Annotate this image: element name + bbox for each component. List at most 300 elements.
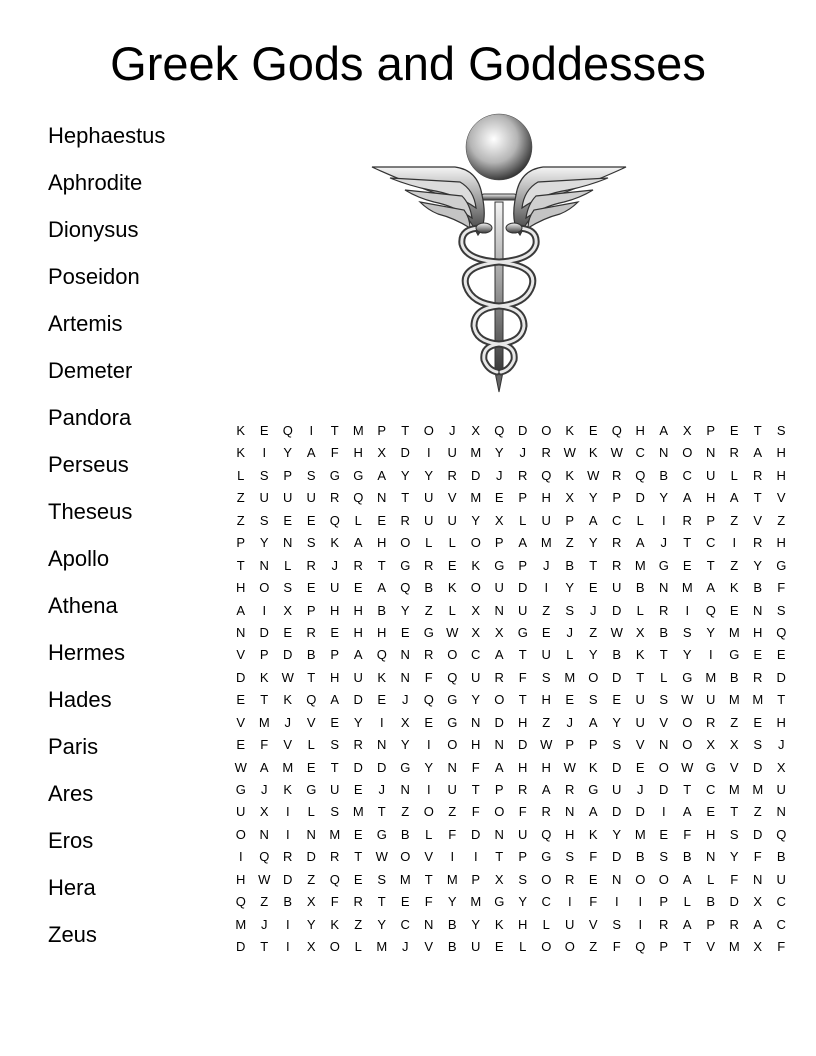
- grid-cell: Q: [447, 669, 458, 685]
- grid-cell: B: [659, 624, 669, 640]
- grid-cell: H: [330, 669, 340, 685]
- grid-row: [229, 555, 793, 577]
- grid-cell: L: [354, 512, 362, 528]
- grid-cell: E: [541, 624, 551, 640]
- grid-cell: T: [354, 849, 363, 865]
- grid-cell: I: [708, 647, 713, 663]
- grid-cell: P: [259, 647, 269, 663]
- grid-cell: C: [706, 535, 716, 551]
- grid-cell: S: [283, 580, 293, 596]
- grid-cell: D: [612, 602, 622, 618]
- grid-cell: Q: [541, 467, 552, 483]
- grid-cell: O: [541, 871, 552, 887]
- grid-cell: O: [682, 445, 693, 461]
- grid-cell: O: [400, 849, 411, 865]
- word-list-item: Dionysus: [48, 217, 139, 242]
- grid-cell: Z: [260, 894, 269, 910]
- grid-cell: C: [776, 916, 786, 932]
- grid-cell: T: [377, 804, 386, 820]
- grid-cell: M: [681, 580, 693, 596]
- grid-cell: V: [729, 759, 739, 775]
- grid-cell: G: [541, 849, 552, 865]
- grid-cell: X: [471, 423, 481, 438]
- grid-cell: M: [705, 669, 717, 685]
- grid-cell: M: [352, 423, 364, 438]
- grid-cell: S: [330, 804, 340, 820]
- grid-cell: I: [426, 445, 431, 461]
- grid-cell: P: [236, 535, 246, 551]
- grid-row: [229, 667, 793, 689]
- grid-cell: V: [776, 490, 786, 506]
- grid-cell: B: [447, 916, 457, 932]
- grid-row: [229, 734, 793, 756]
- grid-cell: W: [563, 759, 576, 775]
- grid-cell: J: [402, 939, 409, 955]
- grid-cell: O: [259, 580, 270, 596]
- grid-cell: X: [283, 602, 293, 618]
- grid-cell: T: [330, 759, 339, 775]
- grid-cell: N: [236, 624, 246, 640]
- grid-cell: C: [635, 445, 645, 461]
- grid-cell: U: [471, 669, 481, 685]
- grid-cell: D: [400, 445, 410, 461]
- grid-cell: P: [494, 535, 504, 551]
- grid-cell: E: [236, 692, 246, 708]
- grid-cell: K: [494, 916, 504, 932]
- grid-cell: T: [377, 894, 386, 910]
- grid-cell: L: [636, 602, 644, 618]
- grid-cell: R: [612, 467, 622, 483]
- grid-cell: W: [563, 445, 576, 461]
- word-list-item: Hera: [48, 875, 96, 900]
- grid-cell: Y: [283, 445, 293, 461]
- grid-cell: E: [377, 692, 387, 708]
- grid-cell: K: [447, 580, 457, 596]
- grid-cell: B: [729, 669, 739, 685]
- grid-cell: X: [753, 939, 763, 955]
- grid-cell: F: [777, 580, 786, 596]
- grid-row: [229, 420, 793, 442]
- grid-cell: W: [446, 624, 459, 640]
- grid-cell: K: [588, 826, 598, 842]
- grid-cell: P: [283, 467, 293, 483]
- grid-cell: T: [401, 490, 410, 506]
- grid-cell: X: [471, 602, 481, 618]
- grid-cell: C: [471, 647, 481, 663]
- word-list-item: Poseidon: [48, 264, 140, 289]
- grid-cell: Y: [400, 467, 410, 483]
- grid-cell: S: [776, 602, 786, 618]
- grid-cell: G: [306, 782, 317, 797]
- grid-cell: G: [400, 557, 411, 573]
- grid-cell: L: [683, 894, 691, 910]
- grid-cell: U: [518, 602, 528, 618]
- grid-cell: M: [282, 759, 294, 775]
- grid-cell: B: [659, 467, 669, 483]
- word-list-item: Ares: [48, 781, 94, 806]
- grid-row: [229, 510, 793, 532]
- grid-cell: U: [706, 467, 716, 483]
- grid-cell: R: [518, 782, 528, 797]
- grid-cell: S: [612, 916, 622, 932]
- grid-cell: M: [540, 535, 552, 551]
- grid-cell: O: [682, 714, 693, 730]
- grid-cell: H: [541, 490, 551, 506]
- grid-cell: T: [730, 804, 739, 820]
- grid-cell: P: [659, 894, 669, 910]
- grid-cell: O: [447, 647, 458, 663]
- grid-cell: Y: [377, 916, 387, 932]
- grid-cell: L: [542, 916, 550, 932]
- grid-cell: X: [306, 939, 316, 955]
- grid-cell: B: [400, 826, 410, 842]
- grid-cell: Y: [612, 826, 622, 842]
- grid-cell: D: [635, 490, 645, 506]
- grid-cell: B: [776, 849, 786, 865]
- grid-cell: R: [612, 557, 622, 573]
- grid-cell: I: [732, 535, 737, 551]
- grid-cell: U: [236, 804, 246, 820]
- grid-cell: Q: [353, 490, 364, 506]
- grid-cell: K: [588, 759, 598, 775]
- grid-cell: J: [284, 714, 291, 730]
- grid-cell: Q: [635, 939, 646, 955]
- grid-cell: E: [306, 512, 316, 528]
- grid-cell: R: [283, 849, 293, 865]
- caduceus-icon: [370, 110, 630, 395]
- grid-row: [229, 577, 793, 599]
- grid-cell: C: [612, 512, 622, 528]
- grid-row: [229, 644, 793, 666]
- grid-cell: H: [353, 602, 363, 618]
- grid-cell: U: [635, 714, 645, 730]
- grid-cell: E: [635, 759, 645, 775]
- grid-cell: Y: [706, 624, 716, 640]
- grid-row: [229, 757, 793, 779]
- grid-cell: Y: [588, 490, 598, 506]
- word-list-item: Paris: [48, 734, 99, 759]
- grid-cell: A: [541, 782, 551, 797]
- grid-cell: D: [236, 939, 246, 955]
- grid-cell: E: [330, 624, 340, 640]
- grid-cell: O: [541, 939, 552, 955]
- grid-cell: J: [566, 714, 573, 730]
- grid-cell: E: [729, 602, 739, 618]
- grid-cell: P: [706, 512, 716, 528]
- grid-cell: D: [471, 826, 481, 842]
- grid-row: [229, 824, 793, 846]
- grid-cell: H: [565, 826, 575, 842]
- grid-cell: F: [471, 759, 480, 775]
- grid-cell: M: [728, 692, 740, 708]
- grid-cell: A: [635, 535, 645, 551]
- grid-cell: X: [259, 804, 269, 820]
- grid-cell: X: [494, 624, 504, 640]
- grid-cell: G: [329, 467, 340, 483]
- grid-cell: Z: [589, 939, 598, 955]
- grid-cell: N: [283, 535, 293, 551]
- grid-cell: K: [283, 692, 293, 708]
- grid-cell: A: [236, 602, 246, 618]
- grid-cell: S: [565, 849, 575, 865]
- grid-cell: J: [519, 445, 526, 461]
- grid-cell: Y: [471, 512, 481, 528]
- grid-cell: S: [377, 871, 387, 887]
- grid-cell: Z: [542, 714, 551, 730]
- grid-cell: P: [612, 490, 622, 506]
- grid-cell: E: [706, 804, 716, 820]
- grid-cell: V: [306, 714, 316, 730]
- grid-cell: E: [776, 647, 786, 663]
- grid-cell: O: [423, 423, 434, 438]
- grid-cell: H: [518, 916, 528, 932]
- grid-cell: R: [447, 467, 457, 483]
- grid-cell: E: [659, 826, 669, 842]
- grid-cell: L: [307, 737, 315, 753]
- grid-cell: K: [588, 445, 598, 461]
- grid-cell: H: [471, 737, 481, 753]
- grid-cell: E: [377, 512, 387, 528]
- grid-cell: M: [470, 445, 482, 461]
- grid-cell: T: [236, 557, 245, 573]
- grid-cell: N: [753, 602, 763, 618]
- grid-cell: H: [753, 624, 763, 640]
- grid-cell: E: [400, 894, 410, 910]
- grid-cell: M: [376, 939, 388, 955]
- grid-cell: I: [285, 826, 290, 842]
- grid-cell: Y: [494, 445, 504, 461]
- grid-cell: R: [330, 849, 340, 865]
- grid-cell: E: [447, 557, 457, 573]
- grid-cell: T: [777, 692, 786, 708]
- grid-cell: U: [424, 490, 434, 506]
- grid-cell: S: [259, 467, 269, 483]
- grid-cell: E: [353, 871, 363, 887]
- grid-cell: W: [610, 445, 623, 461]
- grid-row: [229, 487, 793, 509]
- grid-cell: J: [590, 602, 597, 618]
- grid-row: [229, 532, 793, 554]
- grid-cell: N: [706, 849, 716, 865]
- grid-cell: Z: [424, 602, 433, 618]
- grid-cell: I: [614, 894, 619, 910]
- grid-cell: E: [588, 580, 598, 596]
- grid-cell: L: [448, 602, 456, 618]
- grid-cell: Q: [329, 871, 340, 887]
- grid-cell: Y: [588, 647, 598, 663]
- grid-cell: J: [496, 467, 503, 483]
- grid-cell: K: [635, 647, 645, 663]
- grid-cell: J: [566, 624, 573, 640]
- grid-cell: M: [752, 692, 764, 708]
- grid-cell: V: [424, 849, 434, 865]
- grid-cell: Y: [471, 692, 481, 708]
- grid-cell: S: [659, 849, 669, 865]
- grid-cell: O: [658, 759, 669, 775]
- grid-cell: S: [565, 602, 575, 618]
- grid-cell: J: [778, 737, 785, 753]
- grid-cell: J: [261, 782, 268, 797]
- grid-cell: J: [378, 782, 385, 797]
- grid-cell: H: [776, 714, 786, 730]
- grid-cell: U: [612, 782, 622, 797]
- grid-cell: U: [259, 490, 269, 506]
- grid-cell: B: [283, 894, 293, 910]
- grid-cell: D: [353, 692, 363, 708]
- grid-cell: X: [471, 624, 481, 640]
- grid-row: [229, 622, 793, 644]
- grid-cell: T: [260, 939, 269, 955]
- grid-cell: V: [635, 737, 645, 753]
- grid-cell: I: [426, 782, 431, 797]
- grid-cell: U: [541, 647, 551, 663]
- grid-cell: W: [375, 849, 388, 865]
- grid-cell: O: [494, 692, 505, 708]
- grid-cell: O: [635, 871, 646, 887]
- grid-cell: Q: [376, 647, 387, 663]
- grid-cell: O: [470, 535, 481, 551]
- grid-cell: Q: [329, 512, 340, 528]
- grid-row: [229, 689, 793, 711]
- grid-cell: C: [400, 916, 410, 932]
- grid-cell: A: [682, 804, 692, 820]
- grid-cell: U: [283, 490, 293, 506]
- grid-cell: C: [776, 894, 786, 910]
- grid-cell: H: [330, 602, 340, 618]
- grid-cell: R: [612, 535, 622, 551]
- grid-cell: L: [519, 939, 527, 955]
- grid-cell: N: [494, 602, 504, 618]
- grid-cell: Z: [730, 714, 739, 730]
- grid-cell: V: [236, 647, 246, 663]
- grid-cell: E: [424, 714, 434, 730]
- grid-cell: Y: [424, 759, 434, 775]
- grid-cell: Z: [236, 490, 245, 506]
- grid-row: [229, 465, 793, 487]
- grid-cell: F: [330, 894, 339, 910]
- grid-cell: P: [565, 737, 575, 753]
- grid-cell: M: [470, 490, 482, 506]
- grid-cell: Z: [307, 871, 316, 887]
- grid-cell: Z: [354, 916, 363, 932]
- grid-cell: F: [330, 445, 339, 461]
- grid-cell: Y: [518, 894, 528, 910]
- grid-cell: J: [660, 535, 667, 551]
- grid-cell: S: [612, 737, 622, 753]
- grid-cell: D: [306, 849, 316, 865]
- grid-cell: R: [306, 557, 316, 573]
- grid-cell: S: [682, 624, 692, 640]
- grid-cell: S: [306, 535, 316, 551]
- grid-cell: V: [236, 714, 246, 730]
- grid-cell: G: [494, 894, 505, 910]
- grid-cell: U: [447, 782, 457, 797]
- grid-row: [229, 600, 793, 622]
- grid-cell: V: [447, 490, 457, 506]
- grid-cell: X: [776, 759, 786, 775]
- grid-cell: M: [235, 916, 247, 932]
- word-list-item: Theseus: [48, 499, 133, 524]
- grid-cell: Q: [705, 602, 716, 618]
- grid-cell: X: [306, 894, 316, 910]
- grid-cell: E: [588, 423, 598, 438]
- grid-cell: R: [753, 467, 763, 483]
- grid-cell: U: [565, 916, 575, 932]
- grid-cell: E: [753, 714, 763, 730]
- grid-cell: A: [377, 580, 387, 596]
- grid-cell: X: [682, 423, 692, 438]
- grid-cell: N: [447, 759, 457, 775]
- grid-cell: N: [377, 490, 387, 506]
- grid-cell: R: [353, 557, 363, 573]
- grid-cell: N: [400, 669, 410, 685]
- grid-cell: I: [262, 445, 267, 461]
- grid-cell: A: [377, 467, 387, 483]
- grid-cell: W: [540, 737, 553, 753]
- grid-cell: N: [259, 826, 269, 842]
- grid-cell: I: [544, 580, 549, 596]
- grid-cell: R: [400, 512, 410, 528]
- grid-cell: P: [706, 423, 716, 438]
- grid-cell: O: [235, 826, 246, 842]
- grid-cell: D: [471, 467, 481, 483]
- grid-cell: P: [565, 512, 575, 528]
- grid-cell: R: [494, 669, 504, 685]
- grid-cell: U: [612, 580, 622, 596]
- grid-cell: Y: [588, 535, 598, 551]
- grid-cell: M: [258, 714, 270, 730]
- grid-cell: D: [612, 669, 622, 685]
- grid-cell: Y: [400, 602, 410, 618]
- grid-cell: U: [518, 826, 528, 842]
- grid-cell: S: [330, 737, 340, 753]
- grid-cell: I: [309, 423, 314, 438]
- grid-cell: K: [236, 423, 246, 438]
- grid-cell: T: [683, 939, 692, 955]
- grid-cell: F: [518, 669, 527, 685]
- grid-cell: H: [377, 535, 387, 551]
- grid-cell: M: [564, 669, 576, 685]
- grid-cell: Q: [494, 423, 505, 438]
- grid-cell: J: [331, 557, 338, 573]
- grid-cell: D: [612, 849, 622, 865]
- grid-cell: Q: [611, 423, 622, 438]
- grid-cell: B: [447, 939, 457, 955]
- grid-cell: R: [729, 445, 739, 461]
- grid-cell: Q: [282, 423, 293, 438]
- grid-cell: H: [776, 445, 786, 461]
- grid-cell: I: [685, 602, 690, 618]
- grid-cell: A: [353, 647, 363, 663]
- grid-cell: T: [307, 669, 316, 685]
- grid-cell: T: [495, 849, 504, 865]
- grid-cell: E: [588, 871, 598, 887]
- grid-cell: A: [330, 692, 340, 708]
- grid-cell: R: [565, 871, 575, 887]
- grid-cell: U: [706, 692, 716, 708]
- grid-cell: V: [588, 916, 598, 932]
- grid-cell: T: [330, 423, 339, 438]
- grid-cell: Z: [730, 557, 739, 573]
- grid-row: [229, 442, 793, 464]
- grid-cell: X: [377, 445, 387, 461]
- grid-cell: P: [659, 939, 669, 955]
- grid-cell: I: [262, 602, 267, 618]
- grid-cell: L: [425, 826, 433, 842]
- grid-cell: O: [470, 580, 481, 596]
- grid-cell: Z: [777, 512, 786, 528]
- grid-cell: J: [261, 916, 268, 932]
